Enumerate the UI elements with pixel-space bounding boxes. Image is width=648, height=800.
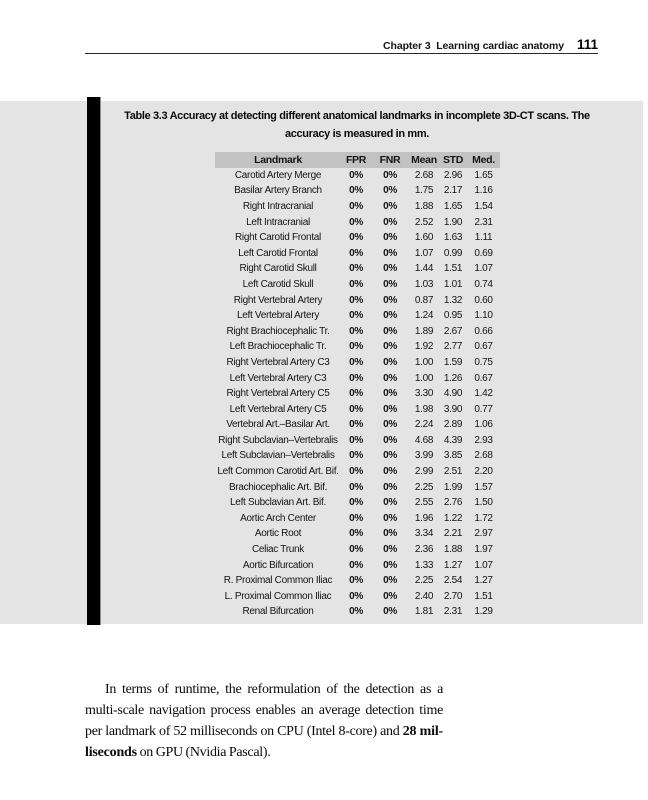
cell-fpr: 0% [349, 528, 363, 540]
cell-med: 1.11 [474, 232, 493, 244]
table-row [215, 277, 500, 293]
cell-fpr: 0% [349, 434, 363, 446]
cell-fnr: 0% [383, 497, 397, 509]
cell-std: 0.99 [443, 247, 463, 259]
cell-landmark: Left Subclavian Art. Bif. [230, 497, 326, 509]
cell-fnr: 0% [383, 232, 397, 244]
cell-med: 1.16 [474, 185, 493, 197]
table-row [215, 495, 500, 511]
cell-std: 2.96 [443, 169, 463, 181]
cell-std: 2.54 [443, 575, 463, 587]
cell-std: 1.26 [443, 372, 463, 384]
cell-std: 1.65 [443, 200, 463, 212]
cell-landmark: L. Proximal Common Iliac [224, 590, 332, 602]
cell-med: 1.42 [474, 388, 493, 400]
table-row [215, 308, 500, 324]
cell-med: 1.27 [474, 575, 493, 587]
cell-fpr: 0% [349, 356, 363, 368]
cell-mean: 1.24 [414, 310, 434, 322]
cell-std: 1.99 [443, 481, 463, 493]
cell-landmark: Right Vertebral Artery [233, 294, 323, 306]
cell-landmark: Right Vertebral Artery C3 [226, 356, 330, 368]
table-row [215, 418, 500, 434]
cell-landmark: Aortic Arch Center [240, 512, 316, 524]
cell-mean: 1.03 [414, 278, 434, 290]
cell-std: 1.88 [443, 544, 463, 556]
paragraph-line [85, 742, 443, 763]
cell-landmark: Left Vertebral Artery C5 [229, 403, 327, 415]
cell-landmark: Left Vertebral Artery C3 [229, 372, 327, 384]
cell-fnr: 0% [383, 419, 397, 431]
cell-fpr: 0% [349, 403, 363, 415]
cell-landmark: Right Vertebral Artery C5 [226, 388, 330, 400]
margin-bar [87, 97, 101, 625]
cell-landmark: Aortic Root [254, 528, 302, 540]
cell-std: 0.95 [443, 310, 463, 322]
cell-fnr: 0% [383, 575, 397, 587]
cell-fpr: 0% [349, 185, 363, 197]
cell-fpr: 0% [349, 466, 363, 478]
bold-runtime-text: 28 mil- [402, 724, 443, 739]
cell-mean: 1.07 [414, 247, 434, 259]
cell-mean: 0.87 [414, 294, 434, 306]
running-head [85, 37, 598, 52]
cell-mean: 1.44 [414, 263, 434, 275]
cell-med: 2.20 [474, 466, 493, 478]
table-row [215, 558, 500, 574]
cell-fpr: 0% [349, 419, 363, 431]
table-row [215, 573, 500, 589]
cell-med: 1.50 [474, 497, 493, 509]
cell-fnr: 0% [383, 200, 397, 212]
cell-med: 0.74 [474, 278, 493, 290]
cell-mean: 3.34 [414, 528, 434, 540]
cell-std: 2.67 [443, 325, 463, 337]
table-row [215, 449, 500, 465]
table-row [215, 262, 500, 278]
col-header-std: STD [442, 153, 464, 166]
cell-fpr: 0% [349, 544, 363, 556]
cell-landmark: Renal Bifurcation [242, 606, 314, 618]
cell-med: 1.54 [474, 200, 493, 212]
cell-landmark: Right Carotid Skull [239, 263, 317, 275]
table-row [215, 464, 500, 480]
cell-fnr: 0% [383, 606, 397, 618]
cell-landmark: R. Proximal Common Iliac [223, 575, 333, 587]
cell-fpr: 0% [349, 325, 363, 337]
cell-fpr: 0% [349, 606, 363, 618]
cell-landmark: Right Brachiocephalic Tr. [226, 325, 330, 337]
table-header-row [215, 152, 500, 168]
cell-mean: 1.00 [414, 356, 434, 368]
cell-fnr: 0% [383, 528, 397, 540]
table-row [215, 527, 500, 543]
cell-med: 1.97 [474, 544, 493, 556]
cell-med: 1.57 [474, 481, 493, 493]
cell-fnr: 0% [383, 481, 397, 493]
cell-fpr: 0% [349, 512, 363, 524]
cell-landmark: Aortic Bifurcation [242, 559, 314, 571]
cell-fnr: 0% [383, 512, 397, 524]
cell-std: 2.51 [443, 466, 463, 478]
cell-med: 1.29 [474, 606, 493, 618]
cell-fpr: 0% [349, 575, 363, 587]
cell-landmark: Left Intracranial [246, 216, 310, 228]
cell-mean: 2.55 [414, 497, 434, 509]
cell-mean: 2.68 [414, 169, 434, 181]
table-row [215, 355, 500, 371]
table-row [215, 230, 500, 246]
caption-line-1: Table 3.3 Accuracy at detecting different anatomical landmarks in incomplete 3D-CT scans. The [124, 110, 590, 122]
cell-mean: 2.99 [414, 466, 434, 478]
table-row [215, 605, 500, 621]
table-row [215, 386, 500, 402]
cell-std: 4.90 [443, 388, 463, 400]
col-header-mean: Mean [411, 153, 437, 166]
table-row [215, 215, 500, 231]
table-row [215, 511, 500, 527]
cell-std: 3.85 [443, 450, 463, 462]
cell-med: 0.69 [474, 247, 493, 259]
table-row [215, 293, 500, 309]
cell-med: 0.75 [474, 356, 493, 368]
cell-med: 0.66 [474, 325, 493, 337]
header-rule [85, 53, 598, 54]
cell-fnr: 0% [383, 466, 397, 478]
table-row [215, 433, 500, 449]
cell-med: 2.31 [474, 216, 493, 228]
table-row [215, 542, 500, 558]
cell-mean: 1.88 [414, 200, 434, 212]
cell-fnr: 0% [383, 325, 397, 337]
landmark-table [215, 152, 500, 620]
cell-landmark: Right Subclavian–Vertebralis [218, 434, 338, 446]
cell-med: 1.72 [474, 512, 493, 524]
cell-fnr: 0% [383, 388, 397, 400]
cell-fpr: 0% [349, 310, 363, 322]
cell-std: 2.76 [443, 497, 463, 509]
cell-mean: 2.40 [414, 590, 434, 602]
cell-fnr: 0% [383, 559, 397, 571]
cell-fnr: 0% [383, 278, 397, 290]
cell-mean: 1.89 [414, 325, 434, 337]
cell-mean: 1.00 [414, 372, 434, 384]
paragraph-line: multi-scale navigation process enables an average detection time [85, 703, 443, 718]
cell-fnr: 0% [383, 341, 397, 353]
table-body [215, 168, 500, 620]
cell-mean: 1.96 [414, 512, 434, 524]
cell-med: 0.67 [474, 372, 493, 384]
cell-std: 2.21 [443, 528, 463, 540]
cell-med: 2.93 [474, 434, 493, 446]
cell-fpr: 0% [349, 169, 363, 181]
cell-fnr: 0% [383, 263, 397, 275]
table-row [215, 246, 500, 262]
cell-med: 1.10 [474, 310, 493, 322]
cell-landmark: Basilar Artery Branch [234, 185, 322, 197]
paragraph-text: per landmark of 52 milliseconds on CPU (Intel 8-core) and [85, 724, 403, 739]
cell-med: 1.51 [474, 590, 493, 602]
cell-med: 1.65 [474, 169, 493, 181]
col-header-fnr: FNR [379, 153, 401, 166]
cell-std: 1.32 [443, 294, 463, 306]
col-header-med: Med. [472, 153, 495, 166]
cell-fpr: 0% [349, 559, 363, 571]
table-row [215, 402, 500, 418]
cell-fnr: 0% [383, 216, 397, 228]
table-row [215, 480, 500, 496]
cell-mean: 4.68 [414, 434, 434, 446]
table-row [215, 199, 500, 215]
col-header-landmark: Landmark [254, 153, 302, 166]
cell-fnr: 0% [383, 544, 397, 556]
cell-std: 2.89 [443, 419, 463, 431]
cell-mean: 2.25 [414, 481, 434, 493]
cell-std: 2.17 [443, 185, 463, 197]
table-caption [101, 108, 613, 143]
table-row [215, 324, 500, 340]
cell-std: 1.51 [443, 263, 463, 275]
cell-fnr: 0% [383, 450, 397, 462]
cell-std: 1.59 [443, 356, 463, 368]
cell-landmark: Brachiocephalic Art. Bif. [228, 481, 328, 493]
cell-landmark: Left Carotid Frontal [238, 247, 318, 259]
cell-landmark: Left Carotid Skull [242, 278, 314, 290]
caption-line-2: accuracy is measured in mm. [284, 127, 430, 140]
cell-std: 2.77 [443, 341, 463, 353]
cell-med: 1.06 [474, 419, 493, 431]
cell-med: 0.67 [474, 341, 493, 353]
cell-fpr: 0% [349, 294, 363, 306]
cell-fpr: 0% [349, 247, 363, 259]
cell-std: 2.31 [443, 606, 463, 618]
cell-std: 2.70 [443, 590, 463, 602]
cell-mean: 1.75 [414, 185, 434, 197]
cell-std: 1.27 [443, 559, 463, 571]
cell-med: 2.68 [474, 450, 493, 462]
cell-fpr: 0% [349, 497, 363, 509]
cell-mean: 3.30 [414, 388, 434, 400]
cell-med: 0.60 [474, 294, 493, 306]
table-row [215, 168, 500, 184]
cell-landmark: Right Intracranial [242, 200, 314, 212]
page-number: 111 [576, 37, 598, 52]
table-row [215, 371, 500, 387]
cell-mean: 2.52 [414, 216, 434, 228]
cell-mean: 1.98 [414, 403, 434, 415]
cell-med: 0.77 [474, 403, 493, 415]
cell-fpr: 0% [349, 216, 363, 228]
cell-fnr: 0% [383, 356, 397, 368]
table-row [215, 340, 500, 356]
chapter-title: Chapter 3 Learning cardiac anatomy [383, 40, 564, 52]
paragraph-line: In terms of runtime, the reformulation of the detection as a [105, 682, 443, 697]
cell-landmark: Celiac Trunk [252, 544, 304, 556]
cell-mean: 1.92 [414, 341, 434, 353]
cell-mean: 1.33 [414, 559, 434, 571]
cell-med: 1.07 [474, 263, 493, 275]
cell-mean: 2.24 [414, 419, 434, 431]
cell-mean: 3.99 [414, 450, 434, 462]
cell-fnr: 0% [383, 372, 397, 384]
cell-fnr: 0% [383, 294, 397, 306]
paragraph-line [85, 721, 443, 742]
cell-std: 4.39 [443, 434, 463, 446]
col-header-fpr: FPR [345, 153, 367, 166]
cell-std: 3.90 [443, 403, 463, 415]
cell-mean: 2.36 [414, 544, 434, 556]
cell-std: 1.63 [443, 232, 463, 244]
cell-std: 1.22 [443, 512, 463, 524]
cell-fpr: 0% [349, 372, 363, 384]
cell-mean: 2.25 [414, 575, 434, 587]
table-row [215, 184, 500, 200]
cell-fnr: 0% [383, 169, 397, 181]
cell-fnr: 0% [383, 310, 397, 322]
cell-landmark: Left Subclavian–Vertebralis [221, 450, 335, 462]
cell-landmark: Vertebral Art.–Basilar Art. [226, 419, 330, 431]
cell-fnr: 0% [383, 247, 397, 259]
cell-std: 1.90 [443, 216, 463, 228]
cell-fpr: 0% [349, 481, 363, 493]
cell-landmark: Carotid Artery Merge [234, 169, 322, 181]
paragraph-text: on GPU (Nvidia Pascal). [136, 745, 271, 760]
cell-med: 2.97 [474, 528, 493, 540]
table-row [215, 589, 500, 605]
cell-fnr: 0% [383, 434, 397, 446]
cell-fnr: 0% [383, 185, 397, 197]
cell-landmark: Left Brachiocephalic Tr. [229, 341, 327, 353]
cell-landmark: Left Vertebral Artery [236, 310, 320, 322]
cell-fnr: 0% [383, 590, 397, 602]
cell-fpr: 0% [349, 278, 363, 290]
cell-fpr: 0% [349, 341, 363, 353]
cell-mean: 1.81 [414, 606, 434, 618]
cell-fpr: 0% [349, 590, 363, 602]
runtime-paragraph [85, 679, 443, 763]
cell-mean: 1.60 [414, 232, 434, 244]
cell-fpr: 0% [349, 388, 363, 400]
cell-fpr: 0% [349, 263, 363, 275]
cell-fpr: 0% [349, 200, 363, 212]
cell-fpr: 0% [349, 450, 363, 462]
cell-fnr: 0% [383, 403, 397, 415]
bold-runtime-text: liseconds [85, 745, 137, 760]
cell-fpr: 0% [349, 232, 363, 244]
cell-landmark: Left Common Carotid Art. Bif. [217, 466, 339, 478]
cell-med: 1.07 [474, 559, 493, 571]
cell-std: 1.01 [443, 278, 463, 290]
cell-landmark: Right Carotid Frontal [235, 232, 321, 244]
